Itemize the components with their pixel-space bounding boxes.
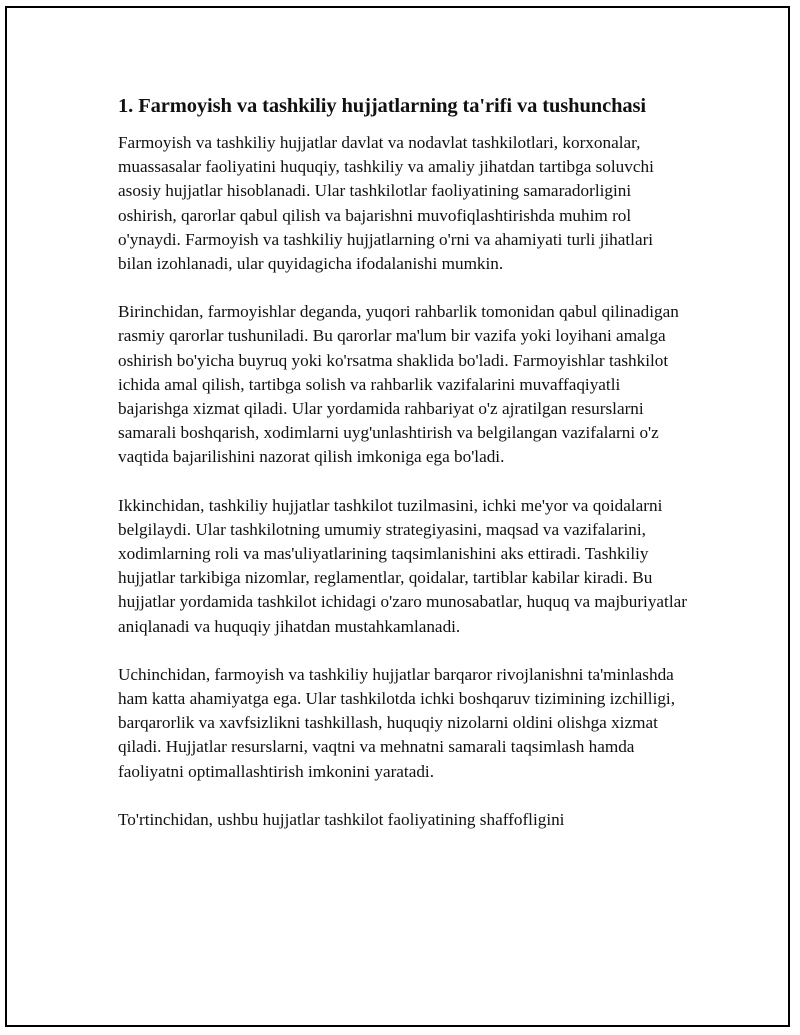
paragraph-fourth: To'rtinchidan, ushbu hujjatlar tashkilot faoliyatining shaffofligini (118, 809, 565, 829)
paragraph-second: Ikkinchidan, tashkiliy hujjatlar tashkilot tuzilmasini, ichki me'yor va qoidalarni belgilaydi. Ular tashkilotning umumiy strategiyasini, maqsad va vazifalarini, xodimlarning roli va mas'uliyatlarining taqsimlanishini aks ettiradi. Tashkiliy hujjatlar tarkibiga nizomlar, reglamentlar, qoidalar, tartiblar kabilar kiradi. Bu hujjatlar yordamida tashkilot ichidagi o'zaro munosabatlar, huquq va majburiyatlar aniqlanadi va huquqiy jihatdan mustahkamlanadi. (118, 495, 687, 636)
document-body (118, 92, 688, 856)
paragraph-first: Birinchidan, farmoyishlar deganda, yuqori rahbarlik tomonidan qabul qilinadigan rasmiy qarorlar tushuniladi. Bu qarorlar ma'lum bir vazifa yoki loyihani amalga oshirish bo'yicha buyruq yoki ko'rsatma shaklida bo'ladi. Farmoyishlar tashkilot ichida amal qilish, tartibga solish va rahbarlik vazifalarini muvaffaqiyatli bajarishga xizmat qiladi. Ular yordamida rahbariyat o'z ajratilgan resurslarni samarali boshqarish, xodimlarni uyg'unlashtirish va belgilangan vazifalarni o'z vaqtida bajarilishini nazorat qilish imkoniga ega bo'ladi. (118, 302, 679, 467)
paragraph-third: Uchinchidan, farmoyish va tashkiliy hujjatlar barqaror rivojlanishni ta'minlashda ham katta ahamiyatga ega. Ular tashkilotda ichki boshqaruv tizimining izchilligi, barqarorlik va xavfsizlikni tashkillash, huquqiy nizolarni oldini olishga xizmat qiladi. Hujjatlar resurslarni, vaqtni va mehnatni samarali taqsimlash hamda faoliyatni optimallashtirish imkonini yaratadi. (118, 664, 676, 781)
section-heading: 1. Farmoyish va tashkiliy hujjatlarning ta'rifi va tushunchasi (118, 95, 647, 117)
paragraph-intro: Farmoyish va tashkiliy hujjatlar davlat va nodavlat tashkilotlari, korxonalar, muassasalar faoliyatini huquqiy, tashkiliy va amaliy jihatdan tartibga soluvchi asosiy hujjatlar hisoblanadi. Ular tashkilotlar faoliyatining samaradorligini oshirish, qarorlar qabul qilish va bajarishni muvofiqlashtirishda muhim rol o'ynaydi. Farmoyish va tashkiliy hujjatlarning o'rni va ahamiyati turli jihatlari bilan izohlanadi, ular quyidagicha ifodalanishi mumkin. (118, 133, 654, 274)
